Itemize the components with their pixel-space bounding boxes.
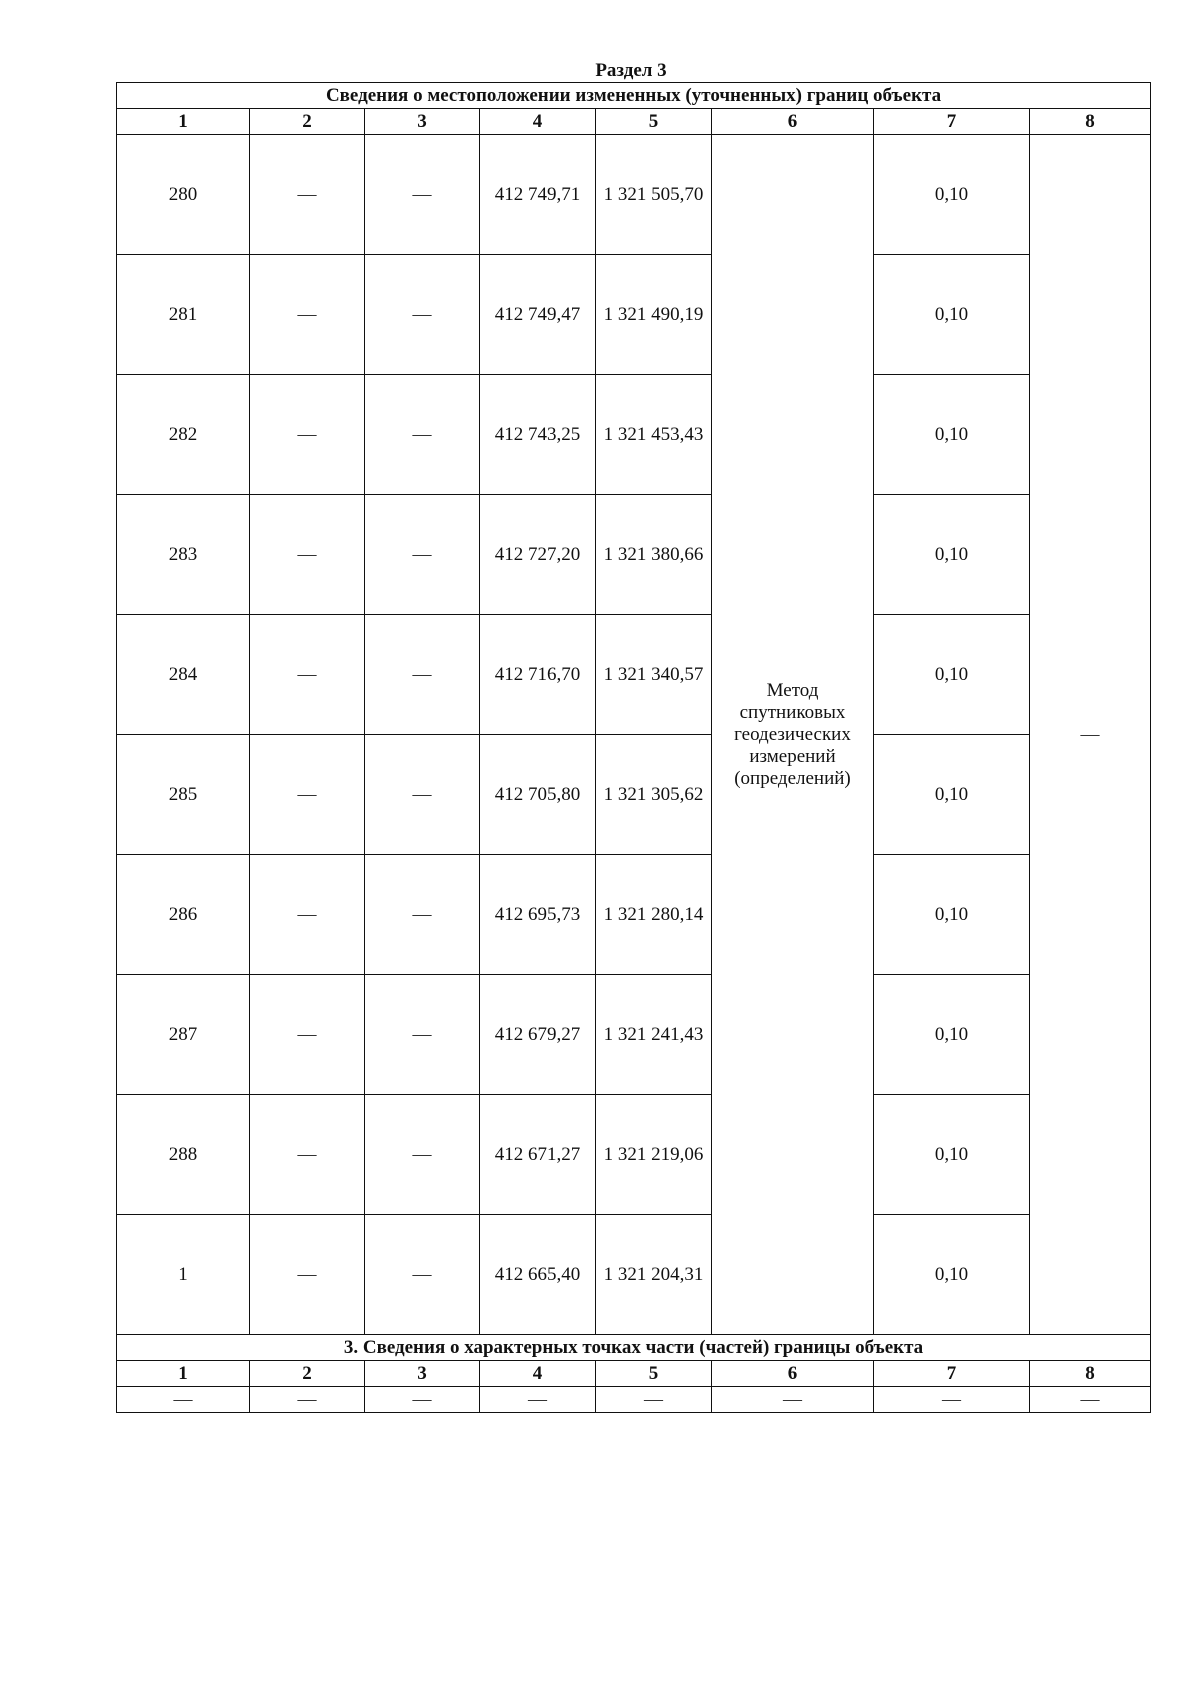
empty-dash: — [250,855,365,975]
section-1-heading: Сведения о местоположении измененных (уточненных) границ объекта [117,83,1151,109]
column-number: 5 [596,1361,712,1387]
coordinate-y: 1 321 241,43 [596,975,712,1095]
accuracy-value: 0,10 [874,975,1030,1095]
column-number: 6 [712,1361,874,1387]
table-row [117,615,1151,735]
column-number: 4 [480,109,596,135]
accuracy-value: 0,10 [874,855,1030,975]
coordinate-y: 1 321 219,06 [596,1095,712,1215]
table-row [117,735,1151,855]
accuracy-value: 0,10 [874,375,1030,495]
empty-dash: — [480,1387,596,1413]
coordinate-y: 1 321 505,70 [596,135,712,255]
empty-parts-row [117,1387,1151,1413]
column-8-dash: — [1030,135,1151,1335]
coordinate-x: 412 665,40 [480,1215,596,1335]
empty-dash: — [365,735,480,855]
section-2-heading: 3. Сведения о характерных точках части (частей) границы объекта [117,1335,1151,1361]
column-number: 1 [117,109,250,135]
accuracy-value: 0,10 [874,495,1030,615]
column-number-row-2 [117,1361,1151,1387]
accuracy-value: 0,10 [874,1095,1030,1215]
empty-dash: — [365,615,480,735]
column-number: 3 [365,1361,480,1387]
column-number: 1 [117,1361,250,1387]
empty-dash: — [250,1215,365,1335]
coordinate-x: 412 749,71 [480,135,596,255]
empty-dash: — [365,1387,480,1413]
empty-dash: — [250,975,365,1095]
empty-dash: — [874,1387,1030,1413]
column-number: 2 [250,1361,365,1387]
empty-dash: — [712,1387,874,1413]
empty-dash: — [365,1215,480,1335]
empty-dash: — [250,495,365,615]
empty-dash: — [250,615,365,735]
empty-dash: — [250,375,365,495]
accuracy-value: 0,10 [874,615,1030,735]
table-row [117,1095,1151,1215]
table-row [117,375,1151,495]
point-number: 287 [117,975,250,1095]
coordinate-y: 1 321 204,31 [596,1215,712,1335]
coordinate-y: 1 321 490,19 [596,255,712,375]
empty-dash: — [365,1095,480,1215]
empty-dash: — [365,375,480,495]
empty-dash: — [365,975,480,1095]
accuracy-value: 0,10 [874,1215,1030,1335]
point-number: 281 [117,255,250,375]
point-number: 283 [117,495,250,615]
coordinate-x: 412 679,27 [480,975,596,1095]
point-number: 280 [117,135,250,255]
table-row [117,495,1151,615]
empty-dash: — [250,135,365,255]
point-number: 1 [117,1215,250,1335]
column-number: 3 [365,109,480,135]
column-number: 2 [250,109,365,135]
coordinate-x: 412 727,20 [480,495,596,615]
coordinate-y: 1 321 305,62 [596,735,712,855]
accuracy-value: 0,10 [874,135,1030,255]
empty-dash: — [250,255,365,375]
point-number: 282 [117,375,250,495]
column-number: 8 [1030,1361,1151,1387]
table-row [117,255,1151,375]
accuracy-value: 0,10 [874,735,1030,855]
column-number: 7 [874,1361,1030,1387]
table-row [117,135,1151,255]
empty-dash: — [1030,1387,1151,1413]
table-row [117,1215,1151,1335]
empty-dash: — [365,495,480,615]
boundary-table [116,82,1151,1413]
coordinate-y: 1 321 453,43 [596,375,712,495]
point-number: 288 [117,1095,250,1215]
column-number: 8 [1030,109,1151,135]
empty-dash: — [365,855,480,975]
coordinate-x: 412 695,73 [480,855,596,975]
coordinate-x: 412 671,27 [480,1095,596,1215]
column-number: 6 [712,109,874,135]
empty-dash: — [250,1095,365,1215]
coordinate-x: 412 743,25 [480,375,596,495]
method-description: Метод спутниковых геодезических измерений (определений) [712,135,874,1335]
empty-dash: — [365,135,480,255]
coordinate-x: 412 749,47 [480,255,596,375]
empty-dash: — [365,255,480,375]
empty-dash: — [250,735,365,855]
accuracy-value: 0,10 [874,255,1030,375]
table-row [117,855,1151,975]
coordinate-y: 1 321 280,14 [596,855,712,975]
section-title: Раздел 3 [595,60,667,81]
table-row [117,975,1151,1095]
empty-dash: — [117,1387,250,1413]
point-number: 284 [117,615,250,735]
column-number-row [117,109,1151,135]
column-number: 7 [874,109,1030,135]
coordinate-x: 412 716,70 [480,615,596,735]
column-number: 4 [480,1361,596,1387]
empty-dash: — [596,1387,712,1413]
empty-dash: — [250,1387,365,1413]
coordinate-y: 1 321 340,57 [596,615,712,735]
column-number: 5 [596,109,712,135]
point-number: 286 [117,855,250,975]
coordinate-y: 1 321 380,66 [596,495,712,615]
coordinate-x: 412 705,80 [480,735,596,855]
point-number: 285 [117,735,250,855]
